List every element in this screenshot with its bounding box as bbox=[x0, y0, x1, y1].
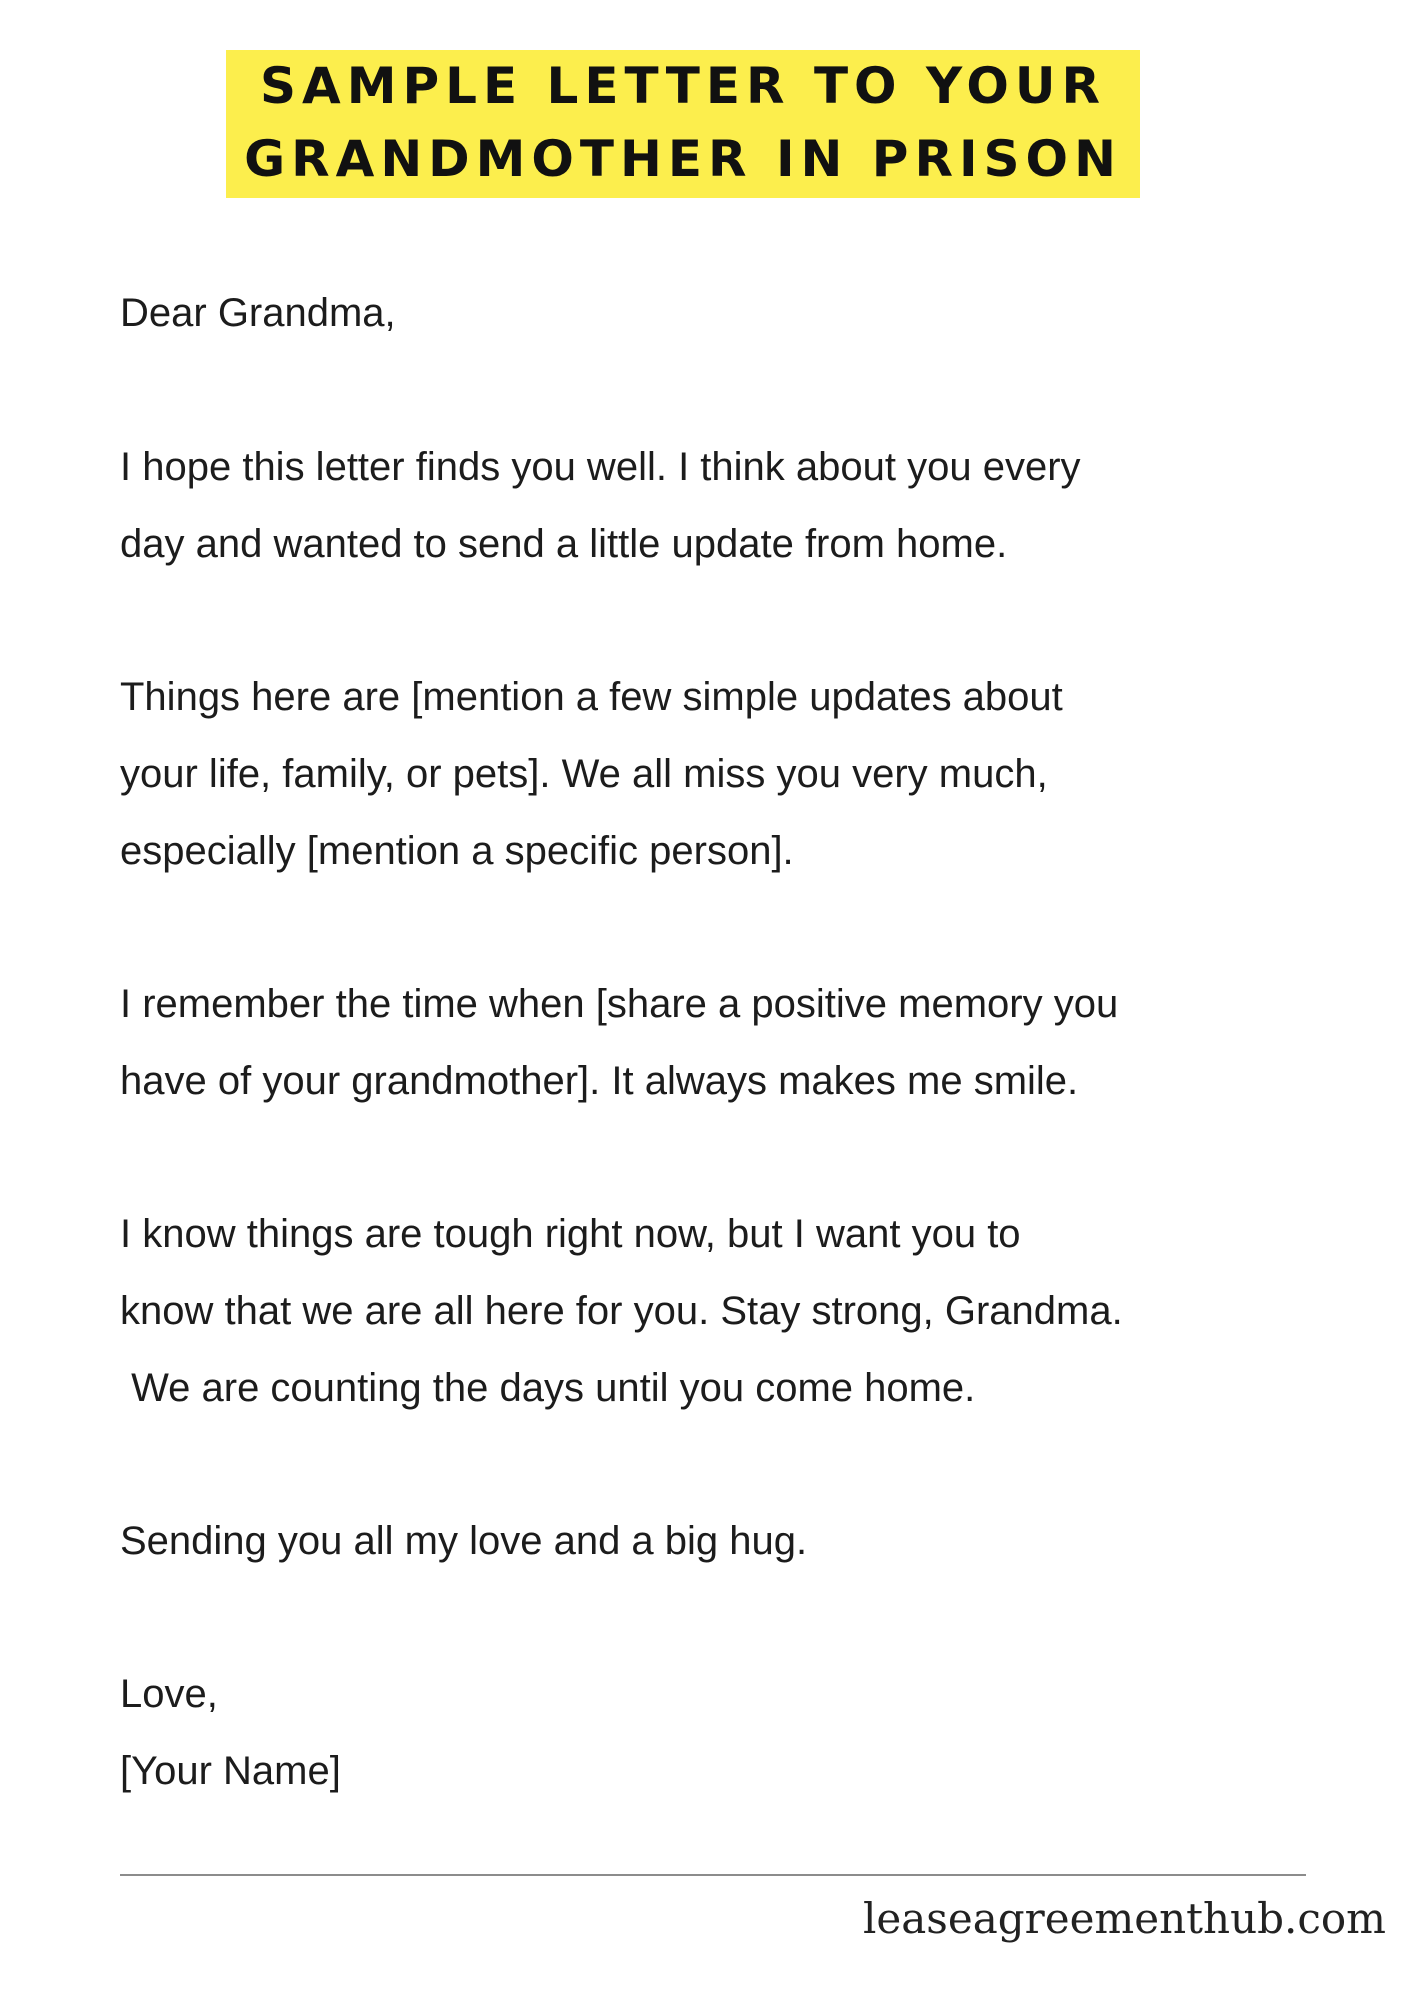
paragraph-2-line-3: especially [mention a specific person]. bbox=[120, 829, 794, 873]
paragraph-4-line-2: know that we are all here for you. Stay strong, Grandma. bbox=[120, 1289, 1123, 1333]
footer-divider bbox=[120, 1874, 1306, 1876]
title-highlight bbox=[226, 50, 1140, 198]
paragraph-1-line-1: I hope this letter finds you well. I think about you every bbox=[120, 445, 1081, 489]
paragraph-2-line-2: your life, family, or pets]. We all miss you very much, bbox=[120, 752, 1048, 796]
paragraph-2-line-1: Things here are [mention a few simple updates about bbox=[120, 675, 1063, 719]
letter-closing: Love, bbox=[120, 1672, 218, 1716]
paragraph-5: Sending you all my love and a big hug. bbox=[120, 1519, 808, 1563]
letter-signature: [Your Name] bbox=[120, 1749, 341, 1793]
paragraph-4-line-3: We are counting the days until you come home. bbox=[120, 1366, 976, 1410]
paragraph-4-line-1: I know things are tough right now, but I want you to bbox=[120, 1212, 1021, 1256]
paragraph-3-line-1: I remember the time when [share a positive memory you bbox=[120, 982, 1119, 1026]
page-title-line-2: GRANDMOTHER IN PRISON bbox=[244, 130, 1122, 188]
paragraph-3-line-2: have of your grandmother]. It always makes me smile. bbox=[120, 1059, 1079, 1103]
paragraph-1-line-2: day and wanted to send a little update from home. bbox=[120, 522, 1008, 566]
footer-website: leaseagreementhub.com bbox=[862, 1894, 1386, 1943]
page-title-line-1: SAMPLE LETTER TO YOUR bbox=[259, 57, 1107, 115]
letter-greeting: Dear Grandma, bbox=[120, 291, 396, 335]
